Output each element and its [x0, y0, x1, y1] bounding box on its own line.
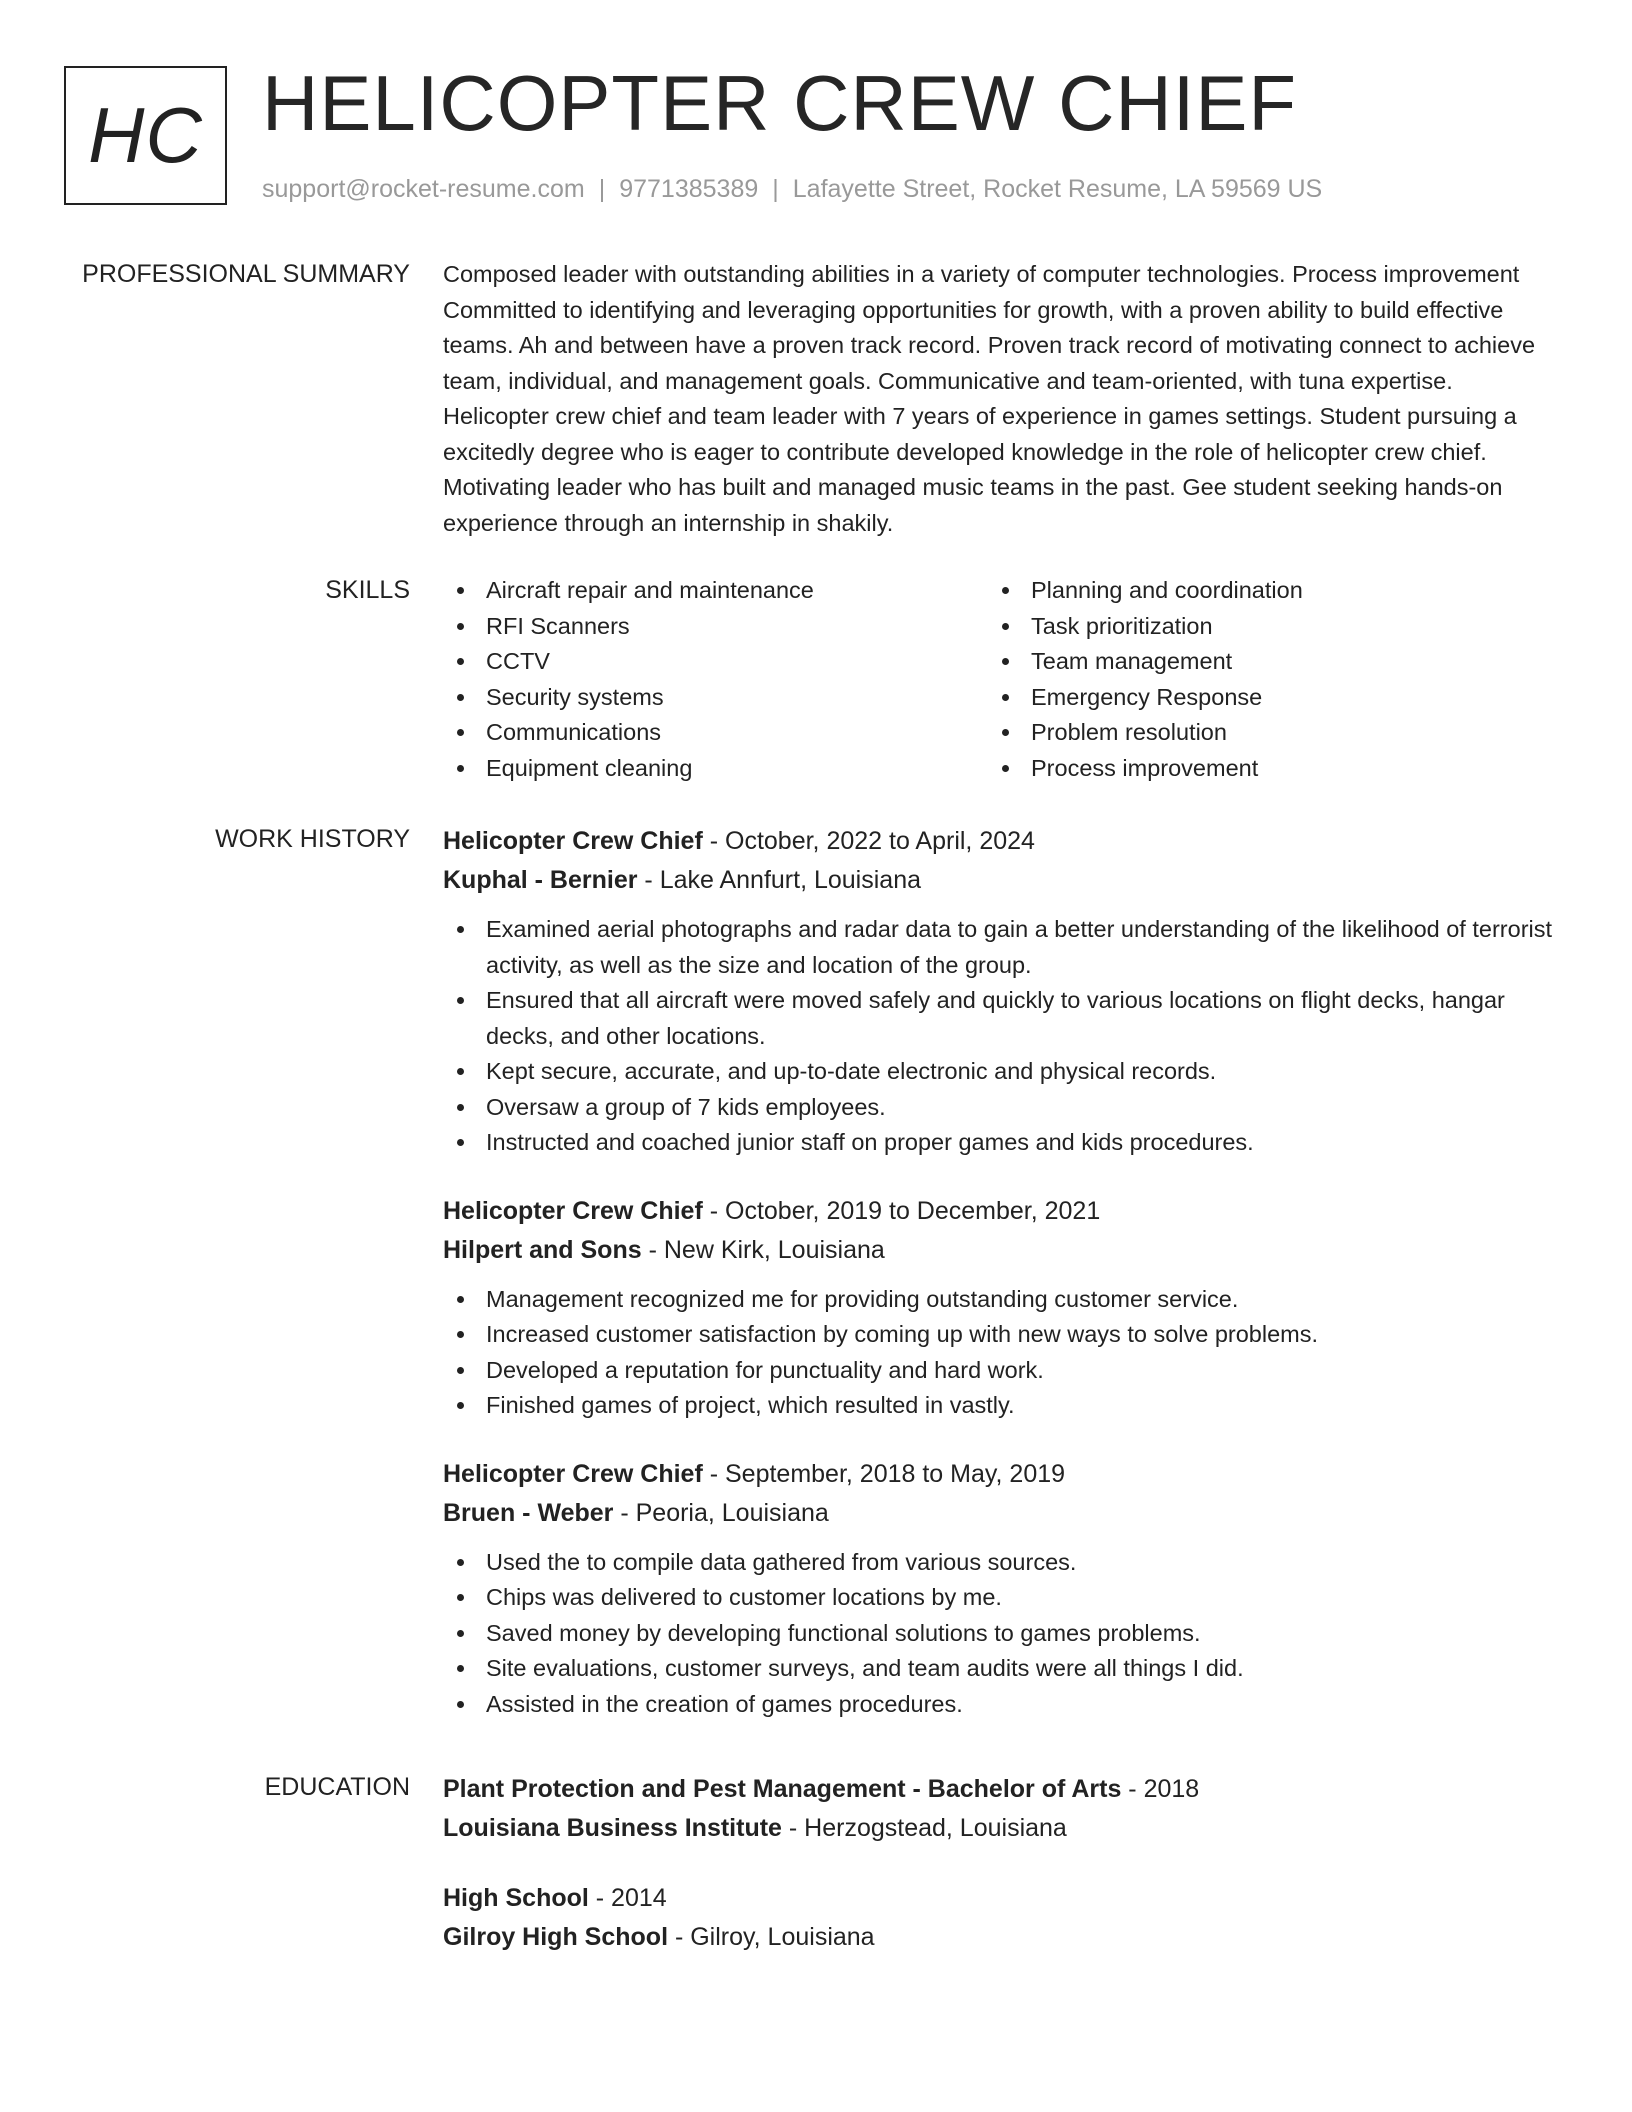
job-duty: Saved money by developing functional solutions to games problems. [443, 1616, 1553, 1652]
work-body [443, 822, 1553, 1722]
candidate-name: HELICOPTER CREW CHIEF [262, 59, 1298, 147]
job-duty: Examined aerial photographs and radar data to gain a better understanding of the likelihood of terrorist activity, as well as the size and location of the group. [443, 912, 1553, 983]
skill-item: Aircraft repair and maintenance [443, 573, 988, 609]
summary-text: Composed leader with outstanding abilities in a variety of computer technologies. Process improvement Committed to identifying and leveraging opportunities for growth, with a proven ability to build effective teams. Ah and between have a proven track record. Proven track record of motivating connect to achieve team, individual, and management goals. Communicative and team-oriented, with tuna expertise. Helicopter crew chief and team leader with 7 years of experience in games settings. Student pursuing a excitedly degree who is eager to contribute developed knowledge in the role of helicopter crew chief. Motivating leader who has built and managed music teams in the past. Gee student seeking hands-on experience through an internship in shakily. [443, 261, 1536, 536]
job-entry [443, 822, 1553, 1161]
school-line [443, 1809, 1553, 1848]
degree: High School [443, 1884, 589, 1912]
skill-item: Equipment cleaning [443, 751, 988, 787]
job-company: Kuphal - Bernier [443, 866, 638, 894]
contact-line [262, 172, 1322, 206]
job-company-line [443, 1494, 1553, 1533]
skill-item: Process improvement [988, 751, 1533, 787]
job-dates: - September, 2018 to May, 2019 [702, 1459, 1066, 1488]
skills-column-right [988, 573, 1533, 786]
job-location: - Lake Annfurt, Louisiana [637, 866, 922, 894]
degree-year: - 2018 [1121, 1775, 1200, 1803]
skill-item: Team management [988, 644, 1533, 680]
job-duty: Oversaw a group of 7 kids employees. [443, 1090, 1553, 1126]
job-duty: Finished games of project, which resulted in vastly. [443, 1388, 1553, 1424]
job-location: - New Kirk, Louisiana [641, 1235, 885, 1264]
contact-email: support@rocket-resume.com [262, 175, 585, 203]
education-body [443, 1770, 1553, 1957]
summary-body [443, 257, 1553, 541]
school: Louisiana Business Institute [443, 1814, 782, 1842]
education-heading: EDUCATION [264, 1773, 410, 1801]
job-company: Hilpert and Sons [443, 1235, 642, 1264]
job-title: Helicopter Crew Chief [443, 1196, 703, 1225]
job-dates: - October, 2019 to December, 2021 [702, 1196, 1101, 1225]
work-heading: WORK HISTORY [215, 825, 410, 853]
job-duty: Management recognized me for providing outstanding customer service. [443, 1282, 1553, 1318]
job-company-line [443, 861, 1553, 900]
job-duty: Used the to compile data gathered from various sources. [443, 1545, 1553, 1581]
job-duties [443, 912, 1553, 1161]
monogram-box [64, 66, 227, 205]
skill-item: Planning and coordination [988, 573, 1533, 609]
job-company: Bruen - Weber [443, 1498, 614, 1527]
job-duty: Increased customer satisfaction by coming up with new ways to solve problems. [443, 1317, 1553, 1353]
job-title-line [443, 822, 1553, 861]
skill-item: RFI Scanners [443, 609, 988, 645]
skill-item: Problem resolution [988, 715, 1533, 751]
job-duty: Ensured that all aircraft were moved safely and quickly to various locations on flight decks, hangar decks, and other locations. [443, 983, 1553, 1054]
education-entry [443, 1770, 1553, 1848]
job-title-line [443, 1455, 1553, 1494]
education-entry [443, 1879, 1553, 1957]
job-duty: Chips was delivered to customer locations by me. [443, 1580, 1553, 1616]
contact-phone: 9771385389 [619, 175, 759, 203]
job-duty: Assisted in the creation of games procedures. [443, 1687, 1553, 1723]
contact-address: Lafayette Street, Rocket Resume, LA 59569 US [792, 175, 1323, 203]
school-location: - Herzogstead, Louisiana [781, 1814, 1067, 1842]
skill-item: Security systems [443, 680, 988, 716]
job-title: Helicopter Crew Chief [443, 1459, 703, 1488]
monogram-text: HC [88, 91, 203, 179]
job-location: - Peoria, Louisiana [613, 1498, 829, 1527]
job-duties [443, 1282, 1553, 1424]
job-entry [443, 1192, 1553, 1424]
job-title-line [443, 1192, 1553, 1231]
skill-item: Communications [443, 715, 988, 751]
job-duty: Kept secure, accurate, and up-to-date electronic and physical records. [443, 1054, 1553, 1090]
skill-item: Task prioritization [988, 609, 1533, 645]
job-duties [443, 1545, 1553, 1723]
job-duty: Site evaluations, customer surveys, and team audits were all things I did. [443, 1651, 1553, 1687]
job-company-line [443, 1231, 1553, 1270]
skills-body [443, 573, 1553, 786]
job-duty: Developed a reputation for punctuality and hard work. [443, 1353, 1553, 1389]
contact-separator: | [772, 175, 779, 203]
school-location: - Gilroy, Louisiana [668, 1923, 875, 1951]
school-line [443, 1918, 1553, 1957]
degree: Plant Protection and Pest Management - Bachelor of Arts [443, 1775, 1122, 1803]
school: Gilroy High School [443, 1923, 669, 1951]
skill-item: CCTV [443, 644, 988, 680]
job-duty: Instructed and coached junior staff on proper games and kids procedures. [443, 1125, 1553, 1161]
skill-item: Emergency Response [988, 680, 1533, 716]
job-dates: - October, 2022 to April, 2024 [702, 827, 1035, 855]
degree-year: - 2014 [588, 1884, 667, 1912]
job-title: Helicopter Crew Chief [443, 827, 703, 855]
summary-heading: PROFESSIONAL SUMMARY [82, 260, 410, 288]
contact-separator: | [598, 175, 606, 203]
job-entry [443, 1455, 1553, 1723]
degree-line [443, 1879, 1553, 1918]
degree-line [443, 1770, 1553, 1809]
skills-column-left [443, 573, 988, 786]
skills-heading: SKILLS [325, 576, 410, 604]
